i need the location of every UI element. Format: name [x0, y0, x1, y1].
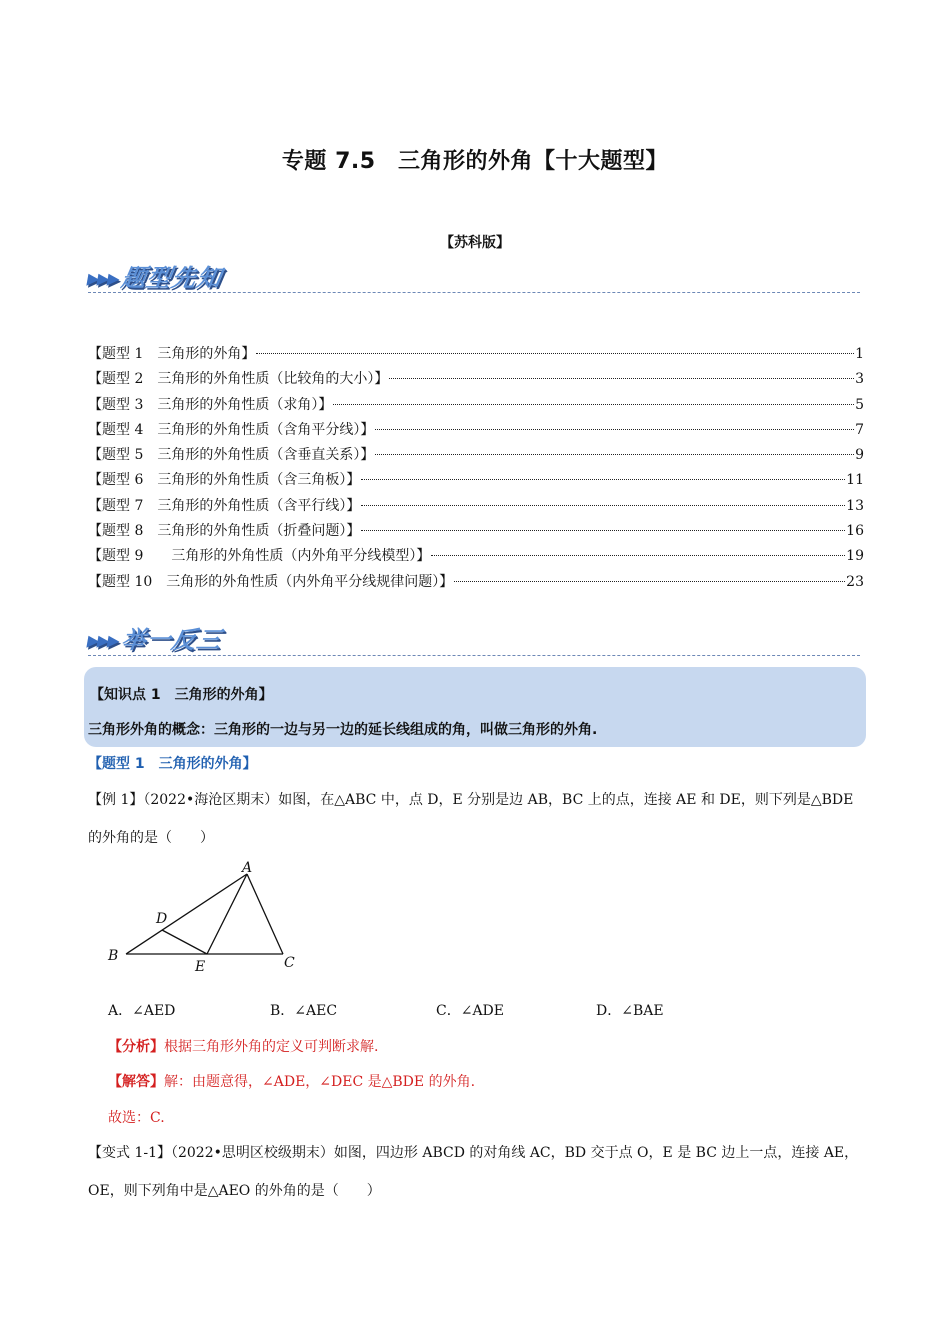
toc-leader-dots: [256, 352, 854, 354]
toc-leader-dots: [454, 580, 845, 582]
table-of-contents: [88, 343, 864, 596]
toc-entry[interactable]: [88, 571, 864, 596]
toc-page-number: 16: [846, 523, 864, 540]
toc-entry[interactable]: [88, 469, 864, 494]
toc-leader-dots: [389, 377, 854, 379]
label-e: E: [195, 959, 206, 975]
toc-page-number: 7: [855, 421, 864, 438]
knowledge-point-title: 【知识点 1 三角形的外角】: [90, 687, 273, 703]
edition-label: 【苏科版】: [440, 235, 510, 251]
toc-leader-dots: [333, 403, 854, 405]
toc-leader-dots: [361, 504, 845, 506]
toc-entry-label: 【题型 6 三角形的外角性质（含三角板）】: [88, 472, 361, 489]
toc-entry-label: 【题型 3 三角形的外角性质（求角）】: [88, 396, 333, 413]
toc-page-number: 13: [846, 497, 864, 514]
toc-entry[interactable]: [88, 343, 864, 368]
answer-options: [108, 1000, 808, 1020]
solution: [108, 1071, 475, 1091]
toc-entry[interactable]: [88, 545, 864, 570]
toc-entry-label: 【题型 4 三角形的外角性质（含角平分线）】: [88, 421, 375, 438]
segment-ae: [207, 874, 247, 954]
toc-entry[interactable]: [88, 495, 864, 520]
toc-page-number: 23: [846, 573, 864, 590]
section-banner-practice: [85, 620, 225, 656]
label-d: D: [156, 911, 168, 927]
banner-text: 题型先知: [119, 264, 225, 292]
toc-leader-dots: [361, 478, 845, 480]
option-b: B．∠AEC: [270, 1003, 338, 1019]
final-choice: 故选：C.: [108, 1110, 165, 1126]
toc-entry-label: 【题型 7 三角形的外角性质（含平行线）】: [88, 497, 361, 514]
toc-entry-label: 【题型 10 三角形的外角性质（内外角平分线规律问题）】: [88, 573, 454, 590]
option-d: D．∠BAE: [596, 1003, 664, 1019]
analysis-label: 【分析】: [108, 1039, 164, 1055]
toc-entry[interactable]: [88, 520, 864, 545]
segment-ac: [247, 874, 283, 954]
triple-arrow-icon: ▸▸▸: [85, 626, 121, 654]
solution-label: 【解答】: [108, 1074, 164, 1090]
toc-page-number: 19: [846, 548, 864, 565]
banner-text: 举一反三: [119, 626, 225, 654]
label-a: A: [242, 860, 253, 876]
dashed-divider: [88, 292, 860, 293]
option-a: A．∠AED: [108, 1003, 176, 1019]
toc-entry-label: 【题型 5 三角形的外角性质（含垂直关系）】: [88, 447, 375, 464]
analysis-text: 根据三角形外角的定义可判断求解.: [164, 1039, 379, 1055]
toc-entry[interactable]: [88, 444, 864, 469]
toc-leader-dots: [375, 453, 854, 455]
toc-leader-dots: [375, 428, 854, 430]
triple-arrow-icon: ▸▸▸: [85, 264, 121, 292]
toc-leader-dots: [361, 529, 845, 531]
toc-entry[interactable]: [88, 419, 864, 444]
solution-text: 解：由题意得，∠ADE，∠DEC 是△BDE 的外角.: [164, 1074, 476, 1090]
toc-entry[interactable]: [88, 368, 864, 393]
toc-entry-label: 【题型 8 三角形的外角性质（折叠问题）】: [88, 523, 361, 540]
segment-de: [162, 930, 207, 954]
toc-page-number: 3: [855, 371, 864, 388]
label-b: B: [108, 948, 119, 964]
variant-1-1-text: 【变式 1-1】（2022•思明区校级期末）如图，四边形 ABCD 的对角线 AC，BD 交于点 O，E 是 BC 边上一点，连接 AE，OE，则下列角中是△AEO 的外角的是（ ）: [88, 1145, 859, 1199]
toc-page-number: 9: [855, 447, 864, 464]
toc-page-number: 5: [855, 396, 864, 413]
segment-ba: [126, 874, 247, 954]
option-c: C．∠ADE: [436, 1003, 504, 1019]
question-type-title: 【题型 1 三角形的外角】: [88, 756, 257, 772]
toc-entry-label: 【题型 9 三角形的外角性质（内外角平分线模型）】: [88, 548, 431, 565]
toc-page-number: 1: [855, 346, 864, 362]
label-c: C: [284, 955, 295, 971]
example-1-text: 【例 1】（2022•海沧区期末）如图，在△ABC 中，点 D，E 分别是边 AB，BC 上的点，连接 AE 和 DE，则下列是△BDE 的外角的是（ ）: [88, 792, 854, 846]
triangle-figure: [100, 855, 310, 980]
document-title: 专题 7.5 三角形的外角【十大题型】: [281, 149, 669, 174]
toc-entry-label: 【题型 1 三角形的外角】: [88, 346, 256, 362]
section-banner-preview: [85, 258, 225, 294]
knowledge-point-text: 三角形外角的概念：三角形的一边与另一边的延长线组成的角，叫做三角形的外角.: [88, 722, 598, 738]
toc-leader-dots: [431, 554, 845, 556]
toc-page-number: 11: [846, 472, 864, 489]
toc-entry[interactable]: [88, 394, 864, 419]
toc-entry-label: 【题型 2 三角形的外角性质（比较角的大小）】: [88, 371, 389, 388]
dashed-divider: [88, 655, 860, 656]
analysis: [108, 1036, 378, 1056]
